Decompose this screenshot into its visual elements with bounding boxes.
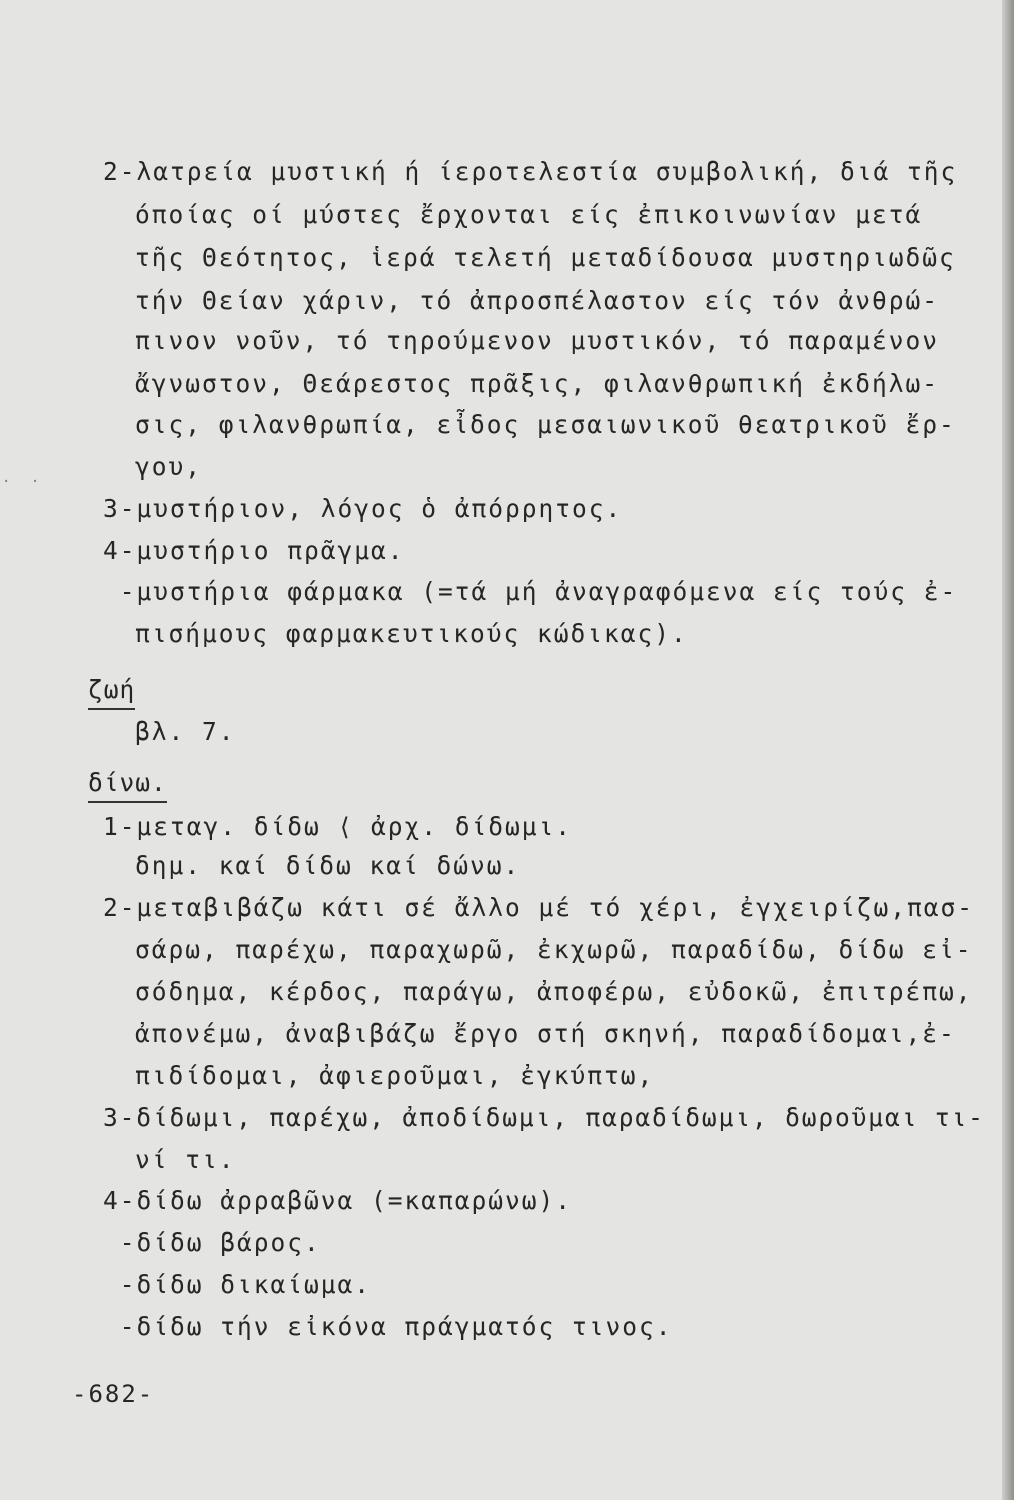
- text-line: ἄγνωστον, Θεάρεστος πρᾶξις, φιλανθρωπική ἐκδήλω-: [135, 369, 940, 398]
- text-line: βλ. 7.: [135, 717, 236, 746]
- headword: ζωή: [88, 675, 135, 710]
- text-line: όποίας οί μύστες ἔρχονται είς ἐπικοινωνίαν μετά: [135, 200, 923, 229]
- text-line: ἀπονέμω, ἀναβιβάζω ἔργο στή σκηνή, παραδίδομαι,ἐ-: [135, 1019, 956, 1048]
- text-line: 4-μυστήριο πρᾶγμα.: [103, 536, 405, 565]
- text-line: τῆς Θεότητος, ἱερά τελετή μεταδίδουσα μυστηριωδῶς: [135, 243, 956, 272]
- text-line: 1-μεταγ. δίδω ⟨ ἀρχ. δίδωμι.: [103, 812, 573, 841]
- page-edge-shadow: [1002, 0, 1014, 1500]
- text-line: 3-μυστήριον, λόγος ὁ ἀπόρρητος.: [103, 494, 623, 523]
- text-line: πισήμους φαρμακευτικούς κώδικας).: [135, 619, 688, 648]
- text-line: γου,: [135, 452, 203, 481]
- text-line: σις, φιλανθρωπία, εἶδος μεσαιωνικοῦ θεατρικοῦ ἔρ-: [135, 410, 956, 439]
- text-line: σόδημα, κέρδος, παράγω, ἀποφέρω, εὐδοκῶ, ἐπιτρέπω,: [135, 977, 973, 1006]
- text-line: 3-δίδωμι, παρέχω, ἀποδίδωμι, παραδίδωμι, δωροῦμαι τι-: [103, 1103, 985, 1132]
- text-line: -δίδω δικαίωμα.: [103, 1270, 372, 1299]
- text-line: -δίδω τήν εἰκόνα πράγματός τινος.: [103, 1312, 673, 1341]
- text-line: -μυστήρια φάρμακα (=τά μή ἀναγραφόμενα είς τούς ἐ-: [103, 577, 958, 606]
- headword: δίνω.: [88, 768, 167, 803]
- text-line: δημ. καί δίδω καί δώνω.: [135, 851, 521, 880]
- text-line: τήν Θείαν χάριν, τό ἀπροσπέλαστον είς τόν ἀνθρώ-: [135, 286, 940, 315]
- text-line: νί τι.: [135, 1145, 236, 1174]
- text-line: 4-δίδω ἀρραβῶνα (=καπαρώνω).: [103, 1186, 573, 1215]
- text-line: 2-μεταβιβάζω κάτι σέ ἄλλο μέ τό χέρι, ἐγχειρίζω,πασ-: [103, 893, 975, 922]
- page-number: -682-: [72, 1380, 155, 1408]
- text-line: σάρω, παρέχω, παραχωρῶ, ἐκχωρῶ, παραδίδω, δίδω εἰ-: [135, 935, 973, 964]
- text-line: 2-λατρεία μυστική ή ίεροτελεστία συμβολική, διά τῆς: [103, 157, 958, 186]
- margin-marks: . .: [2, 470, 46, 486]
- text-line: πινον νοῦν, τό τηρούμενον μυστικόν, τό παραμένον: [135, 326, 940, 355]
- text-line: -δίδω βάρος.: [103, 1228, 321, 1257]
- text-line: πιδίδομαι, ἀφιεροῦμαι, ἐγκύπτω,: [135, 1061, 655, 1090]
